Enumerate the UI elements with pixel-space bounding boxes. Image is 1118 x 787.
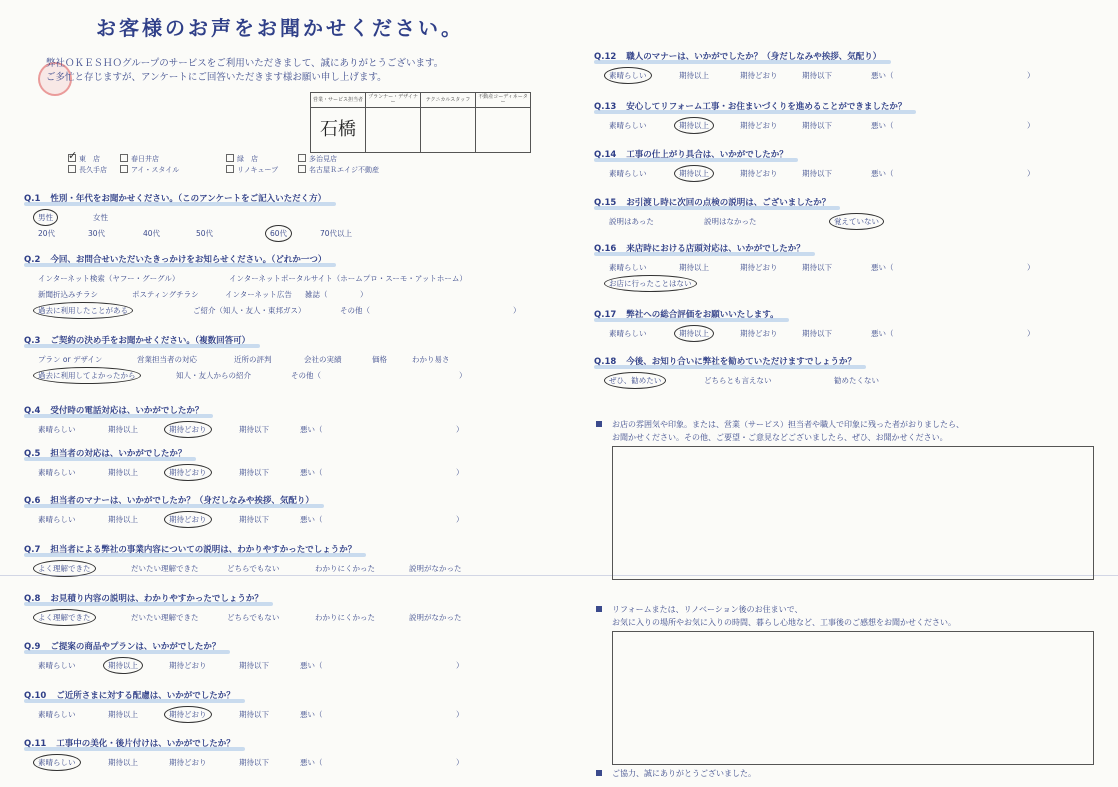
question-text: 来店時における店頭対応は、いかがでしたか？ [626,244,805,254]
closing-message: ご協力、誠にありがとうございました。 [596,768,756,779]
store-option[interactable] [298,154,337,164]
answer-option: ） [1027,169,1035,178]
answer-option: ） [456,710,464,719]
checkbox-icon[interactable] [226,154,234,162]
store-label: 多治見店 [309,155,337,163]
staff-header-realestate: 不動産コーディネーター [476,93,531,108]
checkbox-icon[interactable] [120,154,128,162]
answer-option[interactable]: だいたい理解できた [131,564,199,573]
store-option[interactable] [68,165,107,175]
answer-option[interactable]: 雑誌（ [305,290,328,299]
answer-option[interactable]: 30代 [88,229,106,238]
question-number: Q.9 [24,642,41,652]
answer-option: ） [1027,329,1035,338]
answer-option-selected[interactable]: 60代 [266,226,291,241]
comment-2-line-1: リフォームまたは、リノベーション後のお住まいで、 [612,605,803,614]
question-text: 受付時の電話対応は、いかがでしたか？ [50,406,204,416]
question-heading [594,50,881,62]
staff-table [310,92,531,153]
answer-option-selected[interactable]: お店に行ったことはない [605,276,696,291]
comment-box-1[interactable] [612,446,1094,580]
question-text: 弊社への総合評価をお願いいたします。 [626,310,779,320]
answer-option[interactable]: 女性 [93,213,108,222]
question-text: 担当者のマナーは、いかがでしたか？（身だしなみや挨拶、気配り） [50,496,314,506]
answer-option: ） [1027,71,1035,80]
answer-option-selected[interactable]: 男性 [34,210,57,225]
store-option[interactable] [68,154,100,164]
answer-option[interactable]: 勧めたくない [834,376,879,385]
answer-option[interactable]: 期待以下 [802,329,832,338]
answer-option-selected[interactable]: 期待どおり [165,512,211,527]
checkbox-icon[interactable] [226,165,234,173]
answer-option[interactable]: 素晴らしい [38,468,76,477]
square-bullet-icon [596,421,602,427]
answer-option[interactable]: 悪い（ [871,263,894,272]
question-number: Q.12 [594,52,617,62]
answer-option[interactable]: 近所の評判 [234,355,272,364]
question-heading [594,242,805,254]
question-number: Q.2 [24,255,41,265]
answer-option[interactable]: 期待以下 [239,515,269,524]
answer-option[interactable]: 50代 [196,229,214,238]
answer-option[interactable]: わかりにくかった [315,613,375,622]
question-heading [24,253,326,265]
answer-option[interactable]: 期待どおり [169,661,207,670]
question-text: 工事の仕上がり具合は、いかがでしたか？ [626,150,788,160]
answer-option[interactable]: 悪い（ [300,515,323,524]
question-number: Q.7 [24,545,41,555]
answer-option[interactable]: 期待どおり [169,758,207,767]
question-heading [594,196,830,208]
question-heading [594,148,788,160]
page-title: お客様のお声をお聞かせください。 [96,16,464,40]
answer-option[interactable]: 40代 [143,229,161,238]
answer-option[interactable]: 説明はなかった [704,217,757,226]
question-heading [24,640,220,652]
answer-option[interactable]: 悪い（ [300,468,323,477]
answer-option: ） [1027,263,1035,272]
answer-option: ） [1027,121,1035,130]
checkbox-icon[interactable] [298,165,306,173]
answer-option[interactable]: わかり易さ [412,355,450,364]
question-heading [24,689,235,701]
answer-option[interactable]: 期待以上 [108,515,138,524]
answer-option-selected[interactable]: よく理解できた [34,610,95,625]
store-label: 春日井店 [131,155,159,163]
store-label: 東 店 [79,155,100,163]
answer-option[interactable]: 素晴らしい [609,329,647,338]
question-number: Q.16 [594,244,617,254]
answer-option[interactable]: 期待以下 [802,121,832,130]
answer-option-selected[interactable]: 覚えていない [830,214,883,229]
question-text: 職人のマナーは、いかがでしたか？（身だしなみや挨拶、気配り） [626,52,882,62]
question-text: 今回、お問合せいただいたきっかけをお知らせください。（どれか一つ） [50,255,327,265]
question-number: Q.13 [594,102,617,112]
answer-option: ） [456,758,464,767]
question-text: 担当者による弊社の事業内容についての説明は、わかりやすかったでしょうか？ [50,545,357,555]
answer-option[interactable]: 期待以上 [108,758,138,767]
answer-option[interactable]: 期待どおり [740,329,778,338]
store-option[interactable] [226,165,278,175]
question-heading [24,404,203,416]
answer-option[interactable]: 悪い（ [300,758,323,767]
question-text: 今後、お知り合いに弊社を勧めていただけますでしょうか？ [626,357,857,367]
answer-option[interactable]: 期待以下 [239,468,269,477]
store-option[interactable] [120,154,159,164]
checkbox-icon[interactable] [120,165,128,173]
store-label: 緑 店 [237,155,258,163]
answer-option[interactable]: 期待以上 [679,71,709,80]
answer-option[interactable]: その他（ [340,306,370,315]
store-label: 長久手店 [79,166,107,174]
question-number: Q.5 [24,449,41,459]
answer-option[interactable]: 知人・友人からの紹介 [176,371,251,380]
answer-option-selected[interactable]: 素晴らしい [605,68,651,83]
question-text: 安心してリフォーム工事・お住まいづくりを進めることができましたか？ [626,102,907,112]
store-label: アイ・スタイル [131,166,180,174]
checkbox-icon[interactable] [68,154,76,162]
question-number: Q.14 [594,150,617,160]
answer-option[interactable]: 素晴らしい [609,169,647,178]
question-heading [24,543,356,555]
answer-option-selected[interactable]: 期待どおり [165,465,211,480]
question-number: Q.17 [594,310,617,320]
answer-option[interactable]: 期待以下 [239,661,269,670]
question-text: ご契約の決め手をお聞かせください。（複数回答可） [50,336,251,346]
answer-option[interactable]: 期待以下 [239,425,269,434]
answer-option[interactable]: 期待以下 [239,710,269,719]
answer-option-selected[interactable]: 期待どおり [165,422,211,437]
square-bullet-icon [596,606,602,612]
question-text: ご近所さまに対する配慮は、いかがでしたか？ [56,691,235,701]
answer-option[interactable]: どちらでもない [227,564,280,573]
answer-option[interactable]: ポスティングチラシ [132,290,199,299]
answer-option[interactable]: プラン or デザイン [38,355,103,364]
answer-option: ） [456,515,464,524]
comment-1-line-1: お店の雰囲気や印象。または、営業（サービス）担当者や職人で印象に残った者がおりましたら、 [612,420,964,429]
answer-option[interactable]: 悪い（ [300,710,323,719]
answer-option: ） [456,661,464,670]
question-number: Q.3 [24,336,41,346]
answer-option[interactable]: 素晴らしい [38,661,76,670]
answer-option[interactable]: ご紹介（知人・友人・東邦ガス） [193,306,306,315]
answer-option[interactable]: 期待どおり [740,169,778,178]
question-text: お引渡し時に次回の点検の説明は、ございましたか？ [626,198,831,208]
store-option[interactable] [226,154,258,164]
staff-value-realestate[interactable] [476,108,531,153]
answer-option[interactable]: 素晴らしい [38,425,76,434]
answer-option[interactable]: 素晴らしい [38,515,76,524]
answer-option[interactable]: どちらとも言えない [704,376,772,385]
staff-value-planner[interactable] [366,108,421,153]
answer-option[interactable]: 営業担当者の対応 [137,355,197,364]
question-heading [24,737,235,749]
answer-option[interactable]: 説明がなかった [409,613,462,622]
answer-option[interactable]: インターネットポータルサイト（ホームプロ・スーモ・アットホーム） [229,274,467,283]
answer-option[interactable]: インターネット広告 [225,290,292,299]
question-number: Q.4 [24,406,41,416]
question-text: 担当者の対応は、いかがでしたか？ [50,449,187,459]
answer-option[interactable]: 悪い（ [300,661,323,670]
comment-prompt-1 [596,418,964,444]
answer-option[interactable]: 素晴らしい [38,710,76,719]
question-heading [24,592,263,604]
answer-option[interactable]: 新聞折込みチラシ [38,290,98,299]
answer-option[interactable]: 悪い（ [871,121,894,130]
answer-option: ） [456,468,464,477]
question-number: Q.1 [24,194,41,204]
question-heading [24,334,250,346]
question-heading [24,494,314,506]
staff-value-sales[interactable]: 石橋 [311,108,366,153]
answer-option[interactable]: その他（ [291,371,321,380]
answer-option[interactable]: 期待以下 [802,71,832,80]
answer-option[interactable]: わかりにくかった [315,564,375,573]
question-heading [24,192,326,204]
answer-option[interactable]: 期待以上 [108,468,138,477]
answer-option[interactable]: 期待以上 [108,425,138,434]
question-text: ご提案の商品やプランは、いかがでしたか？ [50,642,221,652]
question-text: 性別・年代をお聞かせください。（このアンケートをご記入いただく方） [50,194,327,204]
intro-line-2: ご多忙と存じますが、アンケートにご回答いただきます様お願い申し上げます。 [46,72,387,83]
answer-option-selected[interactable]: よく理解できた [34,561,95,576]
answer-option-selected[interactable]: ぜひ、勧めたい [605,373,665,388]
intro-line-1: 弊社ＯＫＥＳＨＯグループのサービスをご利用いただきまして、誠にありがとうございます。 [46,58,444,69]
comment-1-line-2: お聞かせください。その他、ご要望・ご意見などございましたら、ぜひ、お聞かせください。 [612,433,948,442]
answer-option[interactable]: だいたい理解できた [131,613,199,622]
answer-option[interactable]: 悪い（ [871,169,894,178]
answer-option[interactable]: 悪い（ [871,71,894,80]
answer-option[interactable]: 説明がなかった [409,564,462,573]
answer-option[interactable]: 悪い（ [300,425,323,434]
checkbox-icon[interactable] [298,154,306,162]
staff-value-technical[interactable] [421,108,476,153]
answer-option[interactable]: 70代以上 [320,229,353,238]
question-text: 工事中の美化・後片付けは、いかがでしたか？ [56,739,235,749]
question-heading [594,355,856,367]
question-number: Q.18 [594,357,617,367]
question-number: Q.8 [24,594,41,604]
store-label: リノキューブ [237,166,279,174]
question-number: Q.10 [24,691,47,701]
answer-option: ） [513,306,521,315]
question-heading [24,447,186,459]
staff-header-planner: プランナー・デザイナー [366,93,421,108]
answer-option: ） [456,425,464,434]
square-bullet-icon [596,770,602,776]
answer-option[interactable]: 素晴らしい [609,121,647,130]
answer-option-selected[interactable]: 期待以上 [104,658,142,673]
store-option[interactable] [120,165,179,175]
answer-option[interactable]: 期待どおり [740,121,778,130]
comment-2-line-2: お気に入りの場所やお気に入りの時間、暮らし心地など、工事後のご感想をお聞かせください。 [612,618,956,627]
answer-option-selected[interactable]: 期待以上 [675,326,713,341]
question-number: Q.15 [594,198,617,208]
answer-option: ） [459,371,467,380]
question-heading [594,308,779,320]
answer-option[interactable]: 説明はあった [609,217,654,226]
answer-option[interactable]: 価格 [372,355,387,364]
answer-option-selected[interactable]: 過去に利用したことがある [34,303,132,318]
answer-option-selected[interactable]: 素晴らしい [34,755,80,770]
answer-option[interactable]: インターネット検索（ヤフー・グーグル） [38,274,180,283]
answer-option-selected[interactable]: 期待以上 [675,166,713,181]
store-label: 名古屋Ｒエイジ不動産 [309,166,379,174]
answer-option[interactable]: 期待どおり [740,263,778,272]
answer-option[interactable]: 期待どおり [740,71,778,80]
answer-option-selected[interactable]: 期待以上 [675,118,713,133]
question-text: お見積り内容の説明は、わかりやすかったでしょうか？ [50,594,263,604]
answer-option[interactable]: どちらでもない [227,613,280,622]
question-number: Q.6 [24,496,41,506]
comment-prompt-2 [596,603,956,629]
answer-option-selected[interactable]: 期待どおり [165,707,211,722]
comment-box-2[interactable] [612,631,1094,765]
answer-option[interactable]: 期待以上 [679,263,709,272]
answer-option[interactable]: 期待以上 [108,710,138,719]
answer-option: ） [360,290,368,299]
answer-option[interactable]: 素晴らしい [609,263,647,272]
staff-header-sales: 営業・サービス担当者 [311,93,366,108]
answer-option[interactable]: 悪い（ [871,329,894,338]
answer-option[interactable]: 20代 [38,229,56,238]
answer-option[interactable]: 期待以下 [239,758,269,767]
answer-option-selected[interactable]: 過去に利用してよかったから [34,368,140,383]
question-number: Q.11 [24,739,47,749]
answer-option[interactable]: 期待以下 [802,263,832,272]
staff-header-technical: テクニカルスタッフ [421,93,476,108]
question-heading [594,100,906,112]
answer-option[interactable]: 会社の実績 [304,355,342,364]
store-option[interactable] [298,165,379,175]
answer-option[interactable]: 期待以下 [802,169,832,178]
checkbox-icon[interactable] [68,165,76,173]
